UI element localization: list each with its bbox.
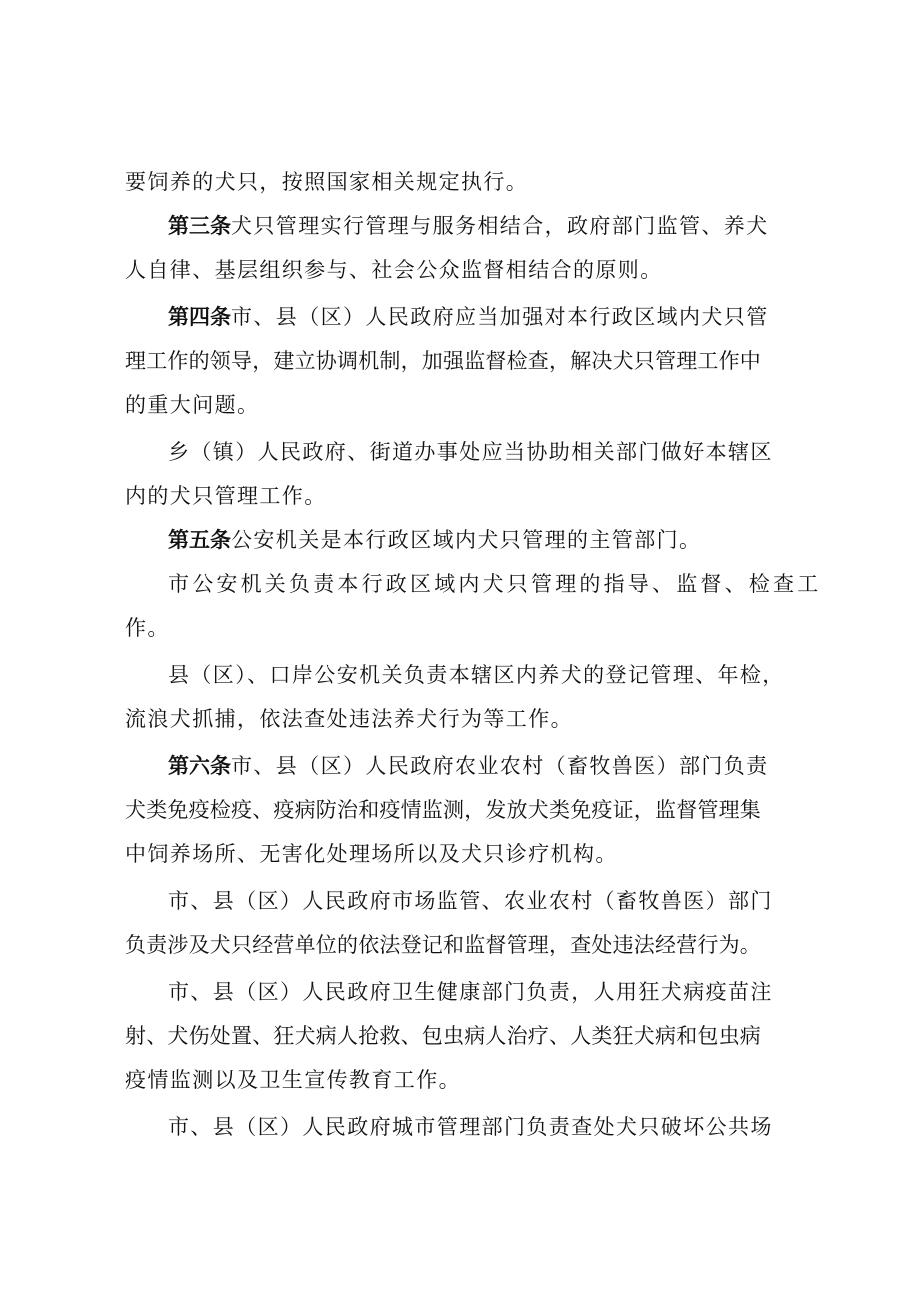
text-line: 负责涉及犬只经营单位的依法登记和监督管理，查处违法经营行为。 [125,933,761,957]
article-3-line: 第三条犬只管理实行管理与服务相结合，政府部门监管、养犬 [168,214,769,238]
text-line: 人自律、基层组织参与、社会公众监督相结合的原则。 [125,258,663,282]
article-4-line: 第四条市、县（区）人民政府应当加强对本行政区域内犬只管 [168,305,769,329]
text-line: 作。 [125,616,170,640]
text-line: 犬类免疫检疫、疫病防治和疫情监测，发放犬类免疫证，监督管理集 [125,798,761,822]
text-line: 射、犬伤处置、狂犬病人抢救、包虫病人治疗、人类狂犬病和包虫病 [125,1024,761,1048]
article-6-line: 第六条市、县（区）人民政府农业农村（畜牧兽医）部门负责 [168,754,769,778]
text-line: 的重大问题。 [125,393,260,417]
text-line: 疫情监测以及卫生宣传教育工作。 [125,1068,461,1092]
text-line: 市、县（区）人民政府卫生健康部门负责，人用狂犬病疫苗注 [168,980,773,1004]
text-line: 内的犬只管理工作。 [125,484,327,508]
text-line: 市、县（区）人民政府城市管理部门负责查处犬只破坏公共场 [168,1115,773,1139]
article-5-line: 第五条公安机关是本行政区域内犬只管理的主管部门。 [168,528,702,552]
article-number: 第六条 [168,754,231,778]
text-line: 县（区）、口岸公安机关负责本辖区内养犬的登记管理、年检， [168,663,785,687]
text-line: 理工作的领导，建立协调机制，加强监督检查，解决犬只管理工作中 [125,349,761,373]
text-line: 市公安机关负责本行政区域内犬只管理的指导、监督、检查工 [168,572,822,596]
article-number: 第四条 [168,305,231,329]
text-line: 市、县（区）人民政府市场监管、农业农村（畜牧兽医）部门 [168,889,773,913]
article-number: 第三条 [168,214,231,238]
text-line: 流浪犬抓捕，依法查处违法养犬行为等工作。 [125,707,573,731]
article-number: 第五条 [168,528,231,552]
text-line: 中饲养场所、无害化处理场所以及犬只诊疗机构。 [125,842,618,866]
text-line: 要饲养的犬只，按照国家相关规定执行。 [125,170,529,194]
text-line: 乡（镇）人民政府、街道办事处应当协助相关部门做好本辖区 [168,440,773,464]
